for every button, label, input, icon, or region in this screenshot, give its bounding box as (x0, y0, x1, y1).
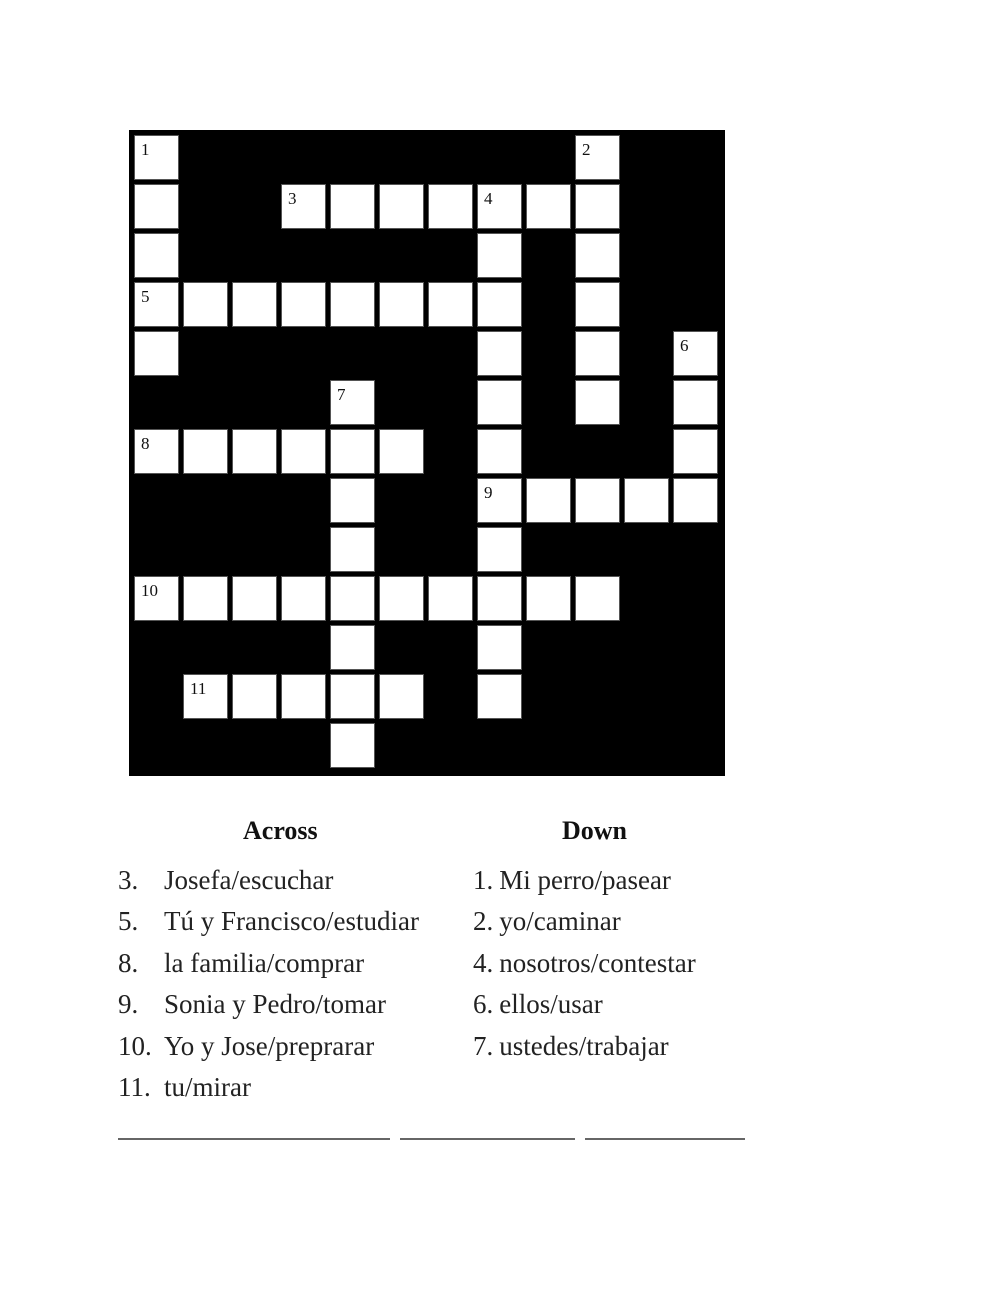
grid-block (673, 723, 718, 768)
grid-block (673, 233, 718, 278)
across-clue (118, 860, 419, 901)
grid-block (624, 576, 669, 621)
grid-block (673, 527, 718, 572)
grid-cell[interactable] (183, 674, 228, 719)
grid-block (281, 625, 326, 670)
clue-number: 5 (141, 287, 150, 306)
clue-text: tu/mirar (164, 1072, 251, 1103)
grid-block (183, 380, 228, 425)
grid-block (575, 723, 620, 768)
grid-block (183, 135, 228, 180)
grid-block (379, 233, 424, 278)
clue-text: Mi perro/pasear (499, 865, 671, 895)
grid-block (526, 135, 571, 180)
grid-block (428, 331, 473, 376)
grid-cell[interactable] (330, 478, 375, 523)
grid-cell[interactable] (477, 625, 522, 670)
grid-block (526, 527, 571, 572)
clue-label-number: 6. (473, 989, 494, 1020)
grid-cell[interactable] (477, 674, 522, 719)
grid-cell[interactable] (232, 576, 277, 621)
grid-cell[interactable] (379, 282, 424, 327)
clue-text: Josefa/escuchar (164, 865, 334, 895)
across-clue-list (118, 860, 419, 1108)
grid-cell[interactable] (477, 282, 522, 327)
grid-block (330, 233, 375, 278)
grid-cell[interactable] (477, 184, 522, 229)
grid-block (183, 527, 228, 572)
grid-block (428, 478, 473, 523)
down-clue (473, 943, 696, 984)
grid-block (232, 625, 277, 670)
grid-block (624, 429, 669, 474)
grid-block (183, 184, 228, 229)
clue-label-number: 3. (118, 865, 139, 895)
clue-number: 10 (141, 581, 158, 600)
grid-block (624, 282, 669, 327)
grid-block (526, 625, 571, 670)
grid-cell[interactable] (330, 380, 375, 425)
grid-cell[interactable] (330, 576, 375, 621)
grid-cell[interactable] (330, 282, 375, 327)
grid-cell[interactable] (575, 233, 620, 278)
grid-block (428, 429, 473, 474)
grid-block (379, 723, 424, 768)
grid-cell[interactable] (428, 282, 473, 327)
grid-cell[interactable] (134, 184, 179, 229)
grid-block (134, 478, 179, 523)
grid-cell[interactable] (477, 429, 522, 474)
clue-text: la familia/comprar (164, 947, 365, 978)
clue-label-number: 9. (118, 989, 139, 1020)
grid-block (379, 478, 424, 523)
grid-block (428, 674, 473, 719)
clue-number: 8 (141, 434, 150, 453)
grid-block (428, 233, 473, 278)
down-clue-list (473, 860, 696, 1067)
clue-text: yo/caminar (499, 906, 621, 937)
grid-cell[interactable] (624, 478, 669, 523)
grid-block (281, 233, 326, 278)
answer-line (400, 1138, 575, 1140)
clue-number: 2 (582, 140, 591, 159)
grid-block (575, 527, 620, 572)
grid-block (624, 184, 669, 229)
grid-block (183, 723, 228, 768)
grid-block (281, 135, 326, 180)
grid-block (575, 625, 620, 670)
grid-block (183, 478, 228, 523)
clue-text: Tú y Francisco/estudiar (164, 906, 419, 937)
grid-block (673, 135, 718, 180)
grid-cell[interactable] (379, 429, 424, 474)
grid-cell[interactable] (526, 184, 571, 229)
clue-label-number: 8. (118, 947, 139, 978)
grid-block (232, 527, 277, 572)
grid-cell[interactable] (477, 478, 522, 523)
grid-cell[interactable] (575, 282, 620, 327)
grid-cell[interactable] (330, 429, 375, 474)
grid-cell[interactable] (134, 233, 179, 278)
grid-block (477, 723, 522, 768)
grid-cell[interactable] (183, 576, 228, 621)
clue-text: ellos/usar (499, 989, 603, 1020)
grid-block (428, 625, 473, 670)
grid-block (477, 135, 522, 180)
grid-block (330, 135, 375, 180)
grid-cell[interactable] (673, 380, 718, 425)
grid-cell[interactable] (281, 674, 326, 719)
across-clue (118, 901, 419, 942)
grid-block (673, 282, 718, 327)
grid-block (428, 380, 473, 425)
grid-block (330, 331, 375, 376)
grid-cell[interactable] (428, 184, 473, 229)
answer-line (585, 1138, 745, 1140)
grid-block (134, 723, 179, 768)
down-clue (473, 901, 696, 942)
grid-block (232, 184, 277, 229)
grid-block (232, 478, 277, 523)
grid-block (428, 135, 473, 180)
grid-block (526, 331, 571, 376)
grid-cell[interactable] (477, 331, 522, 376)
grid-cell[interactable] (673, 331, 718, 376)
grid-block (232, 233, 277, 278)
grid-cell[interactable] (134, 282, 179, 327)
grid-block (379, 380, 424, 425)
clue-number: 1 (141, 140, 150, 159)
grid-cell[interactable] (232, 674, 277, 719)
grid-block (232, 380, 277, 425)
grid-block (624, 723, 669, 768)
grid-block (183, 331, 228, 376)
clue-label-number: 10. (118, 1030, 152, 1061)
grid-block (673, 674, 718, 719)
grid-cell[interactable] (477, 233, 522, 278)
clue-number: 7 (337, 385, 346, 404)
grid-cell[interactable] (183, 282, 228, 327)
grid-cell[interactable] (477, 380, 522, 425)
grid-cell[interactable] (526, 576, 571, 621)
grid-block (379, 625, 424, 670)
grid-block (232, 331, 277, 376)
grid-block (526, 282, 571, 327)
grid-cell[interactable] (673, 478, 718, 523)
grid-block (183, 233, 228, 278)
grid-cell[interactable] (575, 380, 620, 425)
grid-block (134, 380, 179, 425)
grid-cell[interactable] (575, 331, 620, 376)
grid-block (379, 331, 424, 376)
grid-cell[interactable] (379, 576, 424, 621)
grid-block (134, 674, 179, 719)
clue-label-number: 7. (473, 1030, 494, 1061)
grid-cell[interactable] (232, 282, 277, 327)
grid-block (232, 135, 277, 180)
grid-block (281, 380, 326, 425)
grid-block (673, 184, 718, 229)
grid-block (281, 723, 326, 768)
across-clue (118, 1067, 419, 1108)
grid-block (428, 527, 473, 572)
grid-cell[interactable] (281, 429, 326, 474)
clue-number: 3 (288, 189, 297, 208)
across-heading: Across (243, 816, 318, 845)
grid-block (379, 527, 424, 572)
grid-cell[interactable] (134, 429, 179, 474)
grid-cell[interactable] (281, 576, 326, 621)
grid-block (134, 625, 179, 670)
clue-number: 6 (680, 336, 689, 355)
grid-block (526, 723, 571, 768)
grid-block (575, 429, 620, 474)
clue-label-number: 5. (118, 906, 139, 937)
across-clue (118, 1026, 419, 1067)
grid-cell[interactable] (330, 527, 375, 572)
grid-block (428, 723, 473, 768)
grid-cell[interactable] (379, 674, 424, 719)
grid-block (281, 527, 326, 572)
grid-block (624, 380, 669, 425)
grid-block (281, 331, 326, 376)
grid-cell[interactable] (575, 184, 620, 229)
grid-cell[interactable] (477, 576, 522, 621)
grid-block (526, 674, 571, 719)
grid-cell[interactable] (134, 331, 179, 376)
grid-cell[interactable] (428, 576, 473, 621)
answer-line (118, 1138, 390, 1140)
clue-text: ustedes/trabajar (499, 1030, 669, 1061)
down-heading: Down (562, 816, 628, 845)
grid-block (624, 233, 669, 278)
crossword-grid (129, 130, 725, 776)
grid-cell[interactable] (575, 576, 620, 621)
down-clue (473, 984, 696, 1025)
grid-cell[interactable] (379, 184, 424, 229)
grid-cell[interactable] (281, 184, 326, 229)
clue-text: Yo y Jose/preprarar (164, 1030, 375, 1061)
grid-cell[interactable] (183, 429, 228, 474)
grid-block (232, 723, 277, 768)
grid-cell[interactable] (330, 723, 375, 768)
grid-cell[interactable] (134, 576, 179, 621)
grid-block (526, 429, 571, 474)
clue-number: 9 (484, 483, 493, 502)
clue-label-number: 4. (473, 947, 494, 978)
grid-block (281, 478, 326, 523)
grid-cell[interactable] (526, 478, 571, 523)
grid-cell[interactable] (330, 674, 375, 719)
grid-block (624, 625, 669, 670)
across-clue (118, 943, 419, 984)
grid-cell[interactable] (575, 135, 620, 180)
grid-block (183, 625, 228, 670)
grid-block (526, 380, 571, 425)
grid-cell[interactable] (134, 135, 179, 180)
grid-cell[interactable] (232, 429, 277, 474)
clue-number: 4 (484, 189, 493, 208)
clue-text: Sonia y Pedro/tomar (164, 989, 386, 1020)
grid-cell[interactable] (281, 282, 326, 327)
clue-text: nosotros/contestar (499, 947, 696, 978)
clue-label-number: 1. (473, 865, 494, 895)
grid-block (673, 625, 718, 670)
grid-cell[interactable] (477, 527, 522, 572)
clue-label-number: 2. (473, 906, 494, 937)
down-clue (473, 1026, 696, 1067)
grid-block (624, 527, 669, 572)
clue-label-number: 11. (118, 1072, 151, 1103)
grid-cell[interactable] (330, 184, 375, 229)
grid-cell[interactable] (330, 625, 375, 670)
grid-cell[interactable] (673, 429, 718, 474)
grid-block (624, 331, 669, 376)
grid-block (134, 527, 179, 572)
grid-block (624, 674, 669, 719)
grid-block (575, 674, 620, 719)
grid-block (624, 135, 669, 180)
grid-cell[interactable] (575, 478, 620, 523)
grid-block (673, 576, 718, 621)
down-clue (473, 860, 696, 901)
grid-block (526, 233, 571, 278)
grid-block (379, 135, 424, 180)
across-clue (118, 984, 419, 1025)
clue-number: 11 (190, 679, 207, 698)
